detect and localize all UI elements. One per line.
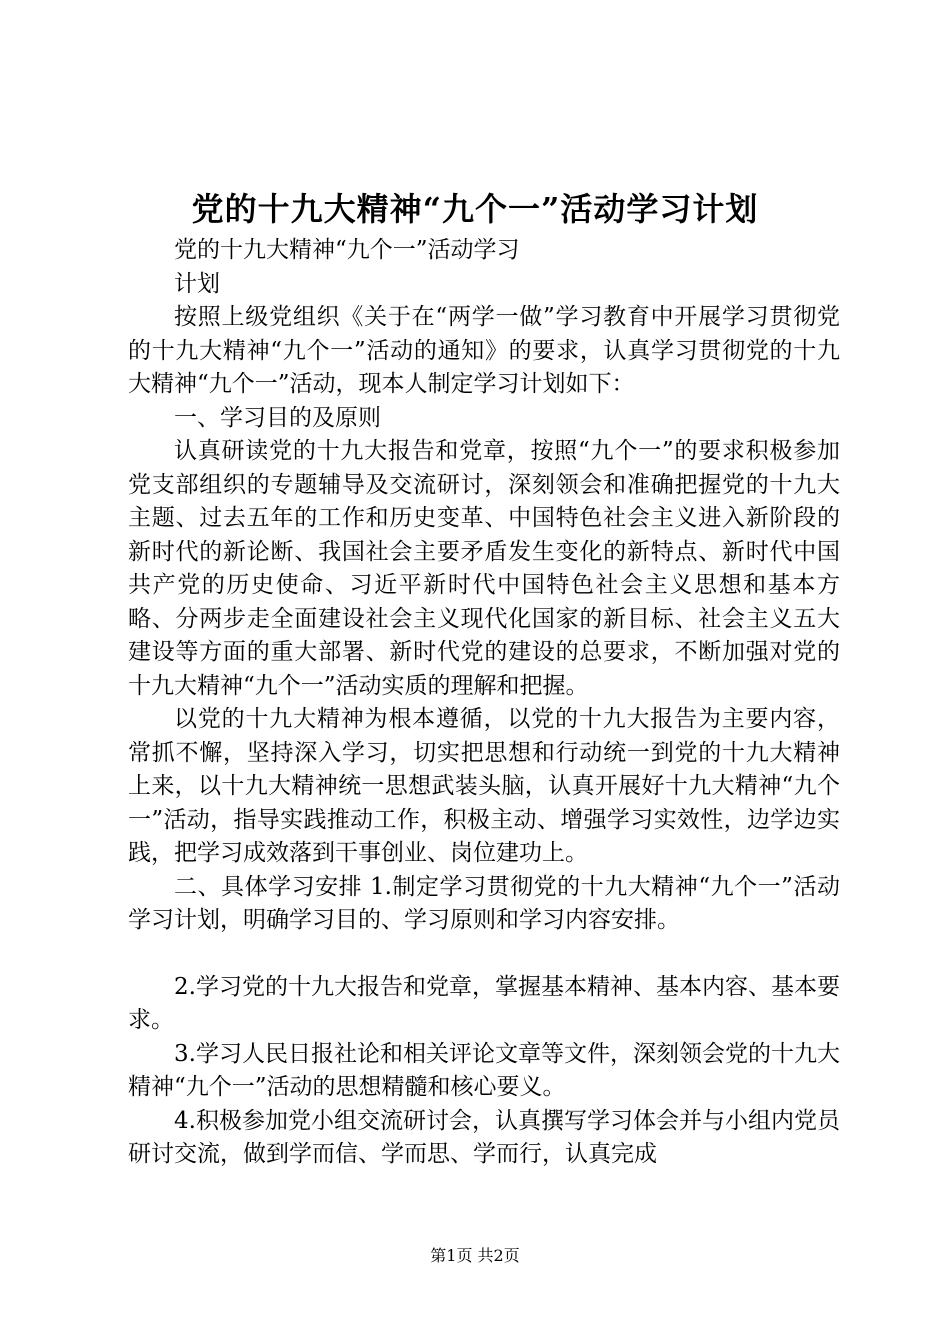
paragraph-subtitle-line-2: 计划 xyxy=(174,270,220,297)
paragraph-intro: 按照上级党组织《关于在“两学一做”学习教育中开展学习贯彻党的十九大精神“九个一”活动的通知》的要求，认真学习贯彻党的十九大精神“九个一”活动，现本人制定学习计划如下： xyxy=(128,304,840,397)
paragraph-arrangement-2: 2.学习党的十九大报告和党章，掌握基本精神、基本内容、基本要求。 xyxy=(128,973,840,1033)
paragraph-arrangement-1: 二、具体学习安排 1.制定学习贯彻党的十九大精神“九个一”活动学习计划，明确学习目的、学习原则和学习内容安排。 xyxy=(128,873,840,933)
page-footer: 第1页 共2页 xyxy=(430,1246,520,1265)
document-title: 党的十九大精神“九个一”活动学习计划 xyxy=(191,190,759,228)
document-body xyxy=(128,234,840,1172)
section-heading-purpose: 一、学习目的及原则 xyxy=(174,404,381,431)
paragraph-subtitle-line-1: 党的十九大精神“九个一”活动学习 xyxy=(174,237,520,263)
paragraph-arrangement-4: 4.积极参加党小组交流研讨会，认真撰写学习体会并与小组内党员研讨交流，做到学而信、学而思、学而行，认真完成 xyxy=(128,1107,840,1167)
paragraph-principle: 以党的十九大精神为根本遵循，以党的十九大报告为主要内容，常抓不懈，坚持深入学习，切实把思想和行动统一到党的十九大精神上来，以十九大精神统一思想武装头脑，认真开展好十九大精神“九个一”活动，指导实践推动工作，积极主动、增强学习实效性，边学边实践，把学习成效落到干事创业、岗位建功上。 xyxy=(128,706,840,866)
paragraph-purpose: 认真研读党的十九大报告和党章，按照“九个一”的要求积极参加党支部组织的专题辅导及交流研讨，深刻领会和准确把握党的十九大主题、过去五年的工作和历史变革、中国特色社会主义进入新阶段的新时代的新论断、我国社会主要矛盾发生变化的新特点、新时代中国共产党的历史使命、习近平新时代中国特色社会主义思想和基本方略、分两步走全面建设社会主义现代化国家的新目标、社会主义五大建设等方面的重大部署、新时代党的建设的总要求，不断加强对党的十九大精神“九个一”活动实质的理解和把握。 xyxy=(128,438,840,699)
paragraph-arrangement-3: 3.学习人民日报社论和相关评论文章等文件，深刻领会党的十九大精神“九个一”活动的思想精髓和核心要义。 xyxy=(128,1040,840,1100)
